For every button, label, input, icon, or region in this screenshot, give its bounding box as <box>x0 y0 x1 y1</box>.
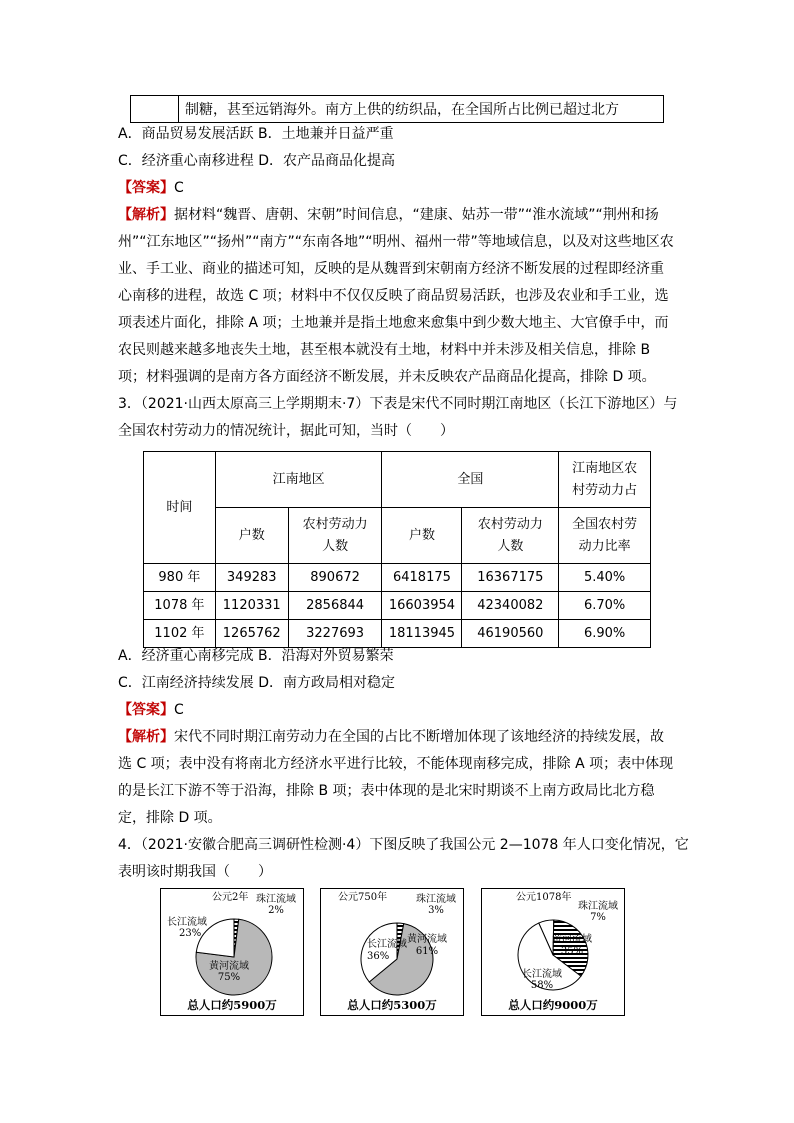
header-labor: 农村劳动力 人数 <box>462 508 559 564</box>
pie-label-changjiang: 长江流域 23% <box>167 917 207 939</box>
table-row: 1078 年 1120331 2856844 16603954 42340082 6.70% <box>144 592 651 620</box>
answer-value: C <box>174 180 184 196</box>
analysis-tag: 【解析】 <box>118 729 174 745</box>
header-ratio: 江南地区农 村劳动力占 <box>559 452 651 508</box>
header-ratio: 全国农村劳 动力比率 <box>559 508 651 564</box>
pie-caption: 总人口约9000万 <box>508 998 598 1012</box>
q2-analysis-line: 州”“江东地区”“扬州”“南方”“东南各地”“明州、福州一带”等地域信息，以及对这些地区农 <box>118 234 674 250</box>
pie-label-changjiang: 长江流域 36% <box>367 939 407 962</box>
header-national: 全国 <box>382 452 559 508</box>
labor-statistics-table <box>143 451 651 648</box>
pie-figure-year-750 <box>320 888 464 1016</box>
pie-label-huanghe: 黄河流域 35% <box>552 934 592 957</box>
q2-options-ab: A．商品贸易发展活跃 B．土地兼并日益严重 <box>118 126 394 142</box>
q2-answer <box>118 178 678 198</box>
pie-label-zhujiang: 珠江流域 2% <box>256 894 296 916</box>
q2-analysis-line: 项表述片面化，排除 A 项；土地兼并是指土地愈来愈集中到少数大地主、大官僚手中，而 <box>118 315 669 331</box>
header-time: 时间 <box>144 452 216 564</box>
q2-analysis-line: 心南移的进程，故选 C 项；材料中不仅仅反映了商品贸易活跃，也涉及农业和手工业，选 <box>118 288 669 304</box>
q3-analysis-line: 的是长江下游不等于沿海，排除 B 项；表中体现的是北宋时期谈不上南方政局比北方稳 <box>118 783 655 799</box>
analysis-tag: 【解析】 <box>118 207 174 223</box>
pie-label-zhujiang: 珠江流域 3% <box>416 894 456 916</box>
header-households: 户数 <box>382 508 462 564</box>
q3-options-ab: A．经济重心南移完成 B．沿海对外贸易繁荣 <box>118 648 394 664</box>
pie-title: 公元750年 <box>338 892 388 903</box>
pie-label-zhujiang: 珠江流域 7% <box>578 901 618 923</box>
pie-title: 公元2年 <box>212 892 249 903</box>
table-cell-text: 制糖，甚至远销海外。南方上供的纺织品，在全国所占比例已超过北方 <box>185 102 619 118</box>
pie-title: 公元1078年 <box>516 892 572 903</box>
q3-options-cd: C．江南经济持续发展 D．南方政局相对稳定 <box>118 675 396 691</box>
pie-figure-year-1078 <box>481 888 625 1016</box>
table-row: 1102 年 1265762 3227693 18113945 46190560 6.90% <box>144 620 651 648</box>
pie-label-huanghe: 黄河流域 61% <box>407 934 447 957</box>
material-table-fragment <box>130 95 664 123</box>
pie-caption: 总人口约5900万 <box>187 998 277 1012</box>
answer-tag: 【答案】 <box>118 180 174 196</box>
q3-stem: 3．（2021·山西太原高三上学期期末·7）下表是宋代不同时期江南地区（长江下游地区）与 <box>118 396 678 412</box>
pie-figure-year-2 <box>160 888 304 1016</box>
q4-stem: 4．（2021·安徽合肥高三调研性检测·4）下图反映了我国公元 2—1078 年人口变化情况，它 <box>118 837 689 853</box>
answer-value: C <box>174 702 184 718</box>
q3-analysis-line: 【解析】宋代不同时期江南劳动力在全国的占比不断增加体现了该地经济的持续发展，故 <box>118 729 664 745</box>
table-row: 980 年 349283 890672 6418175 16367175 5.40% <box>144 564 651 592</box>
pie-caption: 总人口约5300万 <box>347 998 437 1012</box>
q3-answer <box>118 700 678 720</box>
q3-analysis-line: 选 C 项；表中没有将南北方经济水平进行比较，不能体现南移完成，排除 A 项；表中体现 <box>118 756 674 772</box>
q2-analysis-line: 业、手工业、商业的描述可知，反映的是从魏晋到宋朝南方经济不断发展的过程即经济重 <box>118 261 664 277</box>
answer-tag: 【答案】 <box>118 702 174 718</box>
header-households: 户数 <box>215 508 288 564</box>
q2-analysis-line: 【解析】据材料“魏晋、唐朝、宋朝”时间信息，“建康、姑苏一带”“淮水流域”“荆州和扬 <box>118 207 659 223</box>
header-jiangnan: 江南地区 <box>215 452 382 508</box>
pie-label-changjiang: 长江流域 58% <box>522 969 562 991</box>
pie-label-huanghe: 黄河流域 75% <box>209 961 249 983</box>
header-labor: 农村劳动力 人数 <box>288 508 382 564</box>
q3-stem: 全国农村劳动力的情况统计，据此可知，当时（ ） <box>118 423 454 439</box>
table-empty-cell <box>131 96 179 122</box>
q2-analysis-line: 项；材料强调的是南方各方面经济不断发展，并未反映农产品商品化提高，排除 D 项。 <box>118 369 656 385</box>
q4-stem: 表明该时期我国（ ） <box>118 864 272 880</box>
q2-analysis-line: 农民则越来越多地丧失土地，甚至根本就没有土地，材料中并未涉及相关信息，排除 B <box>118 342 651 358</box>
q3-analysis-line: 定，排除 D 项。 <box>118 810 222 826</box>
q2-options-cd: C．经济重心南移进程 D．农产品商品化提高 <box>118 153 396 169</box>
